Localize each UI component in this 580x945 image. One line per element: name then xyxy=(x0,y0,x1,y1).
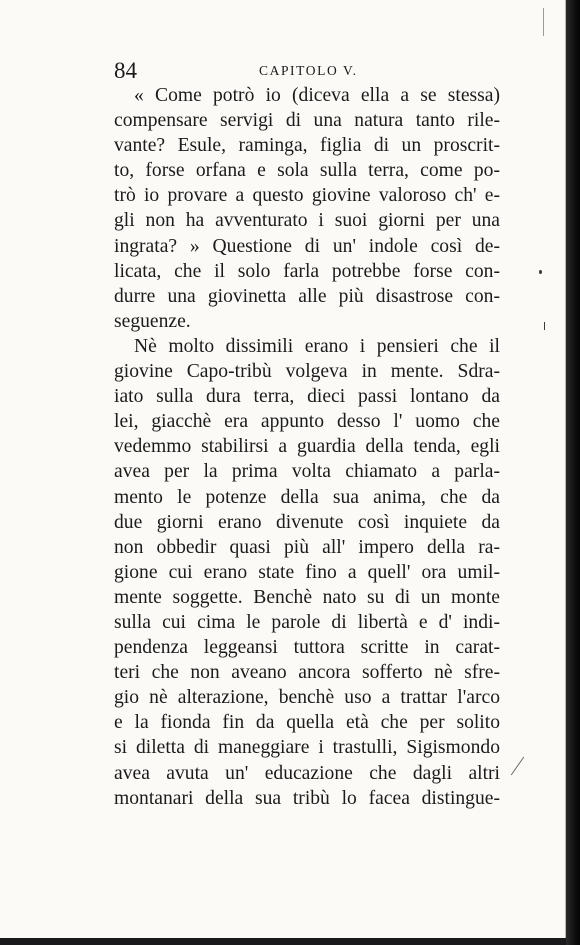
paragraph xyxy=(114,83,500,334)
text-line: giovine Capo-tribù volgeva in mente. Sdra- xyxy=(114,361,500,383)
text-line: gli non ha avventurato i suoi giorni per una xyxy=(114,210,500,232)
page-header xyxy=(114,57,504,85)
text-line: pendenza leggeansi tuttora scritte in carat- xyxy=(114,637,500,659)
text-line: due giorni erano divenute così inquiete da xyxy=(114,511,500,533)
text-line: sulla cui cima le parole di libertà e d' indi- xyxy=(114,611,500,633)
book-bottom-edge xyxy=(0,938,566,945)
text-line: iato sulla dura terra, dieci passi lontano da xyxy=(114,386,500,408)
text-line: « Come potrò io (diceva ella a se stessa) xyxy=(134,85,500,106)
text-line: trò io provare a questo giovine valoroso ch' e- xyxy=(114,185,500,207)
text-line: mento le potenze della sua anima, che da xyxy=(114,486,500,508)
paragraph xyxy=(114,334,500,811)
text-line: montanari della sua tribù lo facea distingue- xyxy=(114,787,500,809)
text-line: compensare servigi di una natura tanto rile- xyxy=(114,110,500,132)
text-line: vante? Esule, raminga, figlia di un proscrit- xyxy=(114,135,500,157)
text-line: ingrata? » Questione di un' indole così de- xyxy=(114,235,500,257)
speck xyxy=(539,270,542,274)
speck xyxy=(511,757,524,776)
text-line: non obbedir quasi più all' impero della ra- xyxy=(114,536,500,558)
text-line: avea avuta un' educazione che dagli altri xyxy=(114,762,500,784)
speck xyxy=(544,322,545,330)
text-line: durre una giovinetta alle più disastrose con- xyxy=(114,285,500,307)
text-line: to, forse orfana e sola sulla terra, come po- xyxy=(114,160,500,182)
text-line: vedemmo stabilirsi a guardia della tenda, egli xyxy=(114,436,500,458)
page-number: 84 xyxy=(114,58,137,83)
book-page-edge xyxy=(566,0,580,945)
text-line: lei, giacchè era appunto desso l' uomo che xyxy=(114,411,500,433)
text-line: seguenze. xyxy=(114,310,191,332)
running-head: CAPITOLO V. xyxy=(259,63,358,78)
speck xyxy=(543,8,544,36)
text-line: si diletta di maneggiare i trastulli, Sigismondo xyxy=(114,737,500,759)
text-line: gione cui erano state fino a quell' ora umil- xyxy=(114,561,500,583)
text-line: mente soggette. Benchè nato su di un monte xyxy=(114,586,500,608)
text-line: licata, che il solo farla potrebbe forse con- xyxy=(114,260,500,282)
text-line: avea per la prima volta chiamato a parla- xyxy=(114,461,500,483)
text-line: e la fionda fin da quella età che per solito xyxy=(114,712,500,734)
text-line: teri che non aveano ancora sofferto nè sfre- xyxy=(114,662,500,684)
text-line: Nè molto dissimili erano i pensieri che il xyxy=(134,335,500,357)
body-text xyxy=(114,83,500,811)
text-line: gio nè alterazione, benchè uso a trattar l'arco xyxy=(114,687,500,709)
